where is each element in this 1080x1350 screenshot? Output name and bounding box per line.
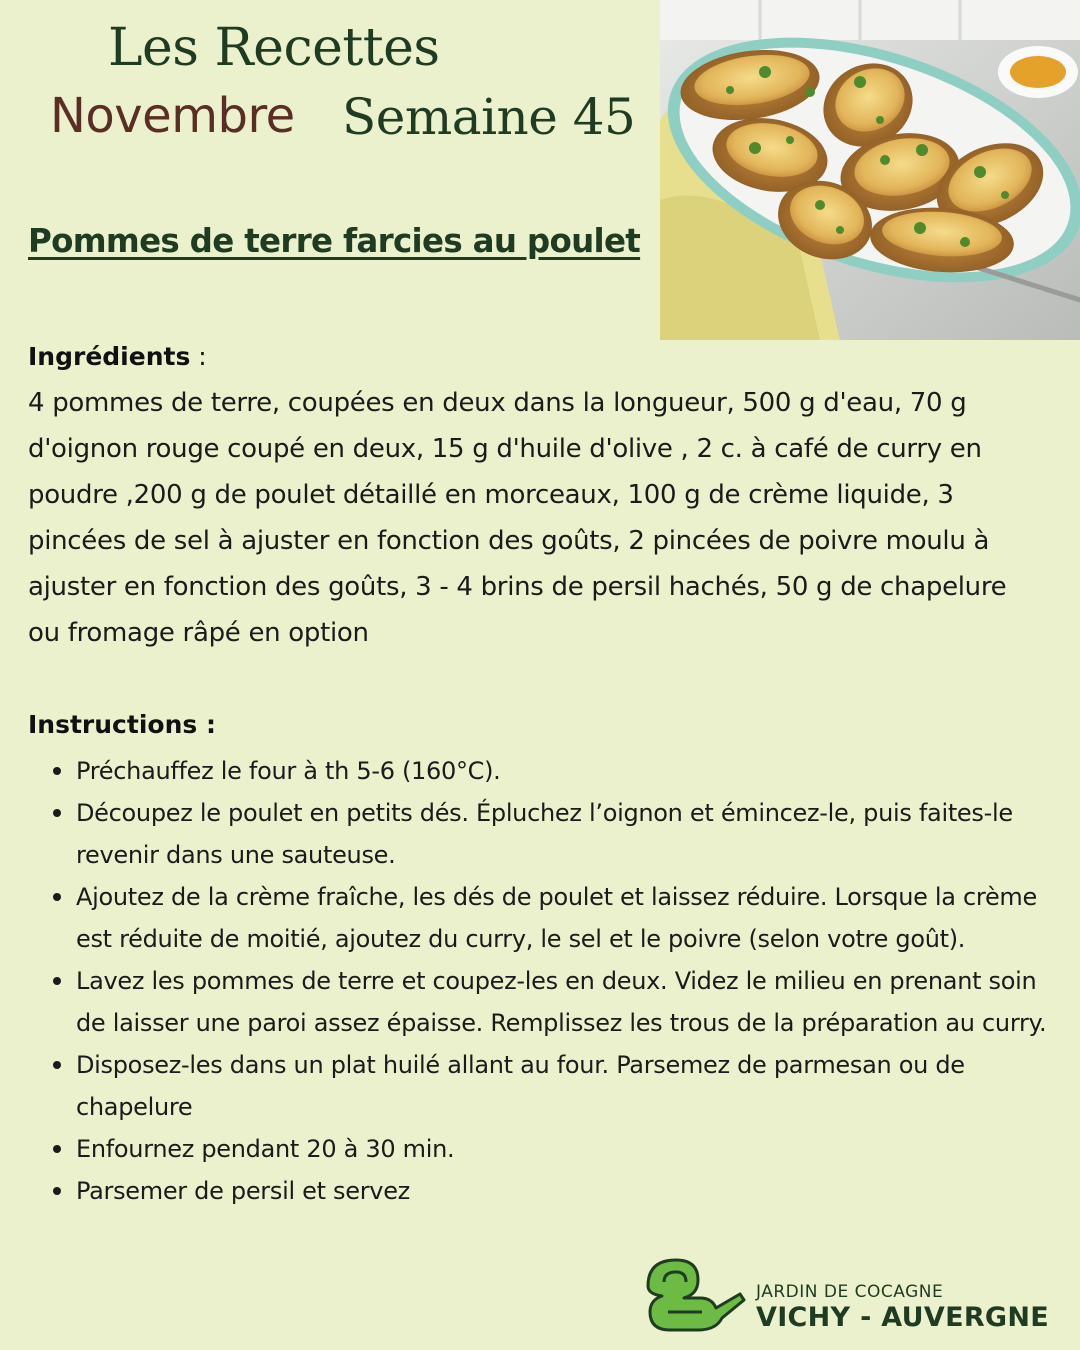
instructions-list [28,750,1058,1212]
instruction-step: Parsemer de persil et servez [28,1170,1058,1212]
logo-line1: JARDIN DE COCAGNE [756,1282,944,1302]
ingredients-line: ou fromage râpé en option [28,618,369,648]
instruction-step: Préchauffez le four à th 5-6 (160°C). [28,750,1058,792]
instruction-step: Découpez le poulet en petits dés. Épluchez l’oignon et émincez-le, puis faites-le revenir dans une sauteuse. [28,792,1058,876]
recipe-title: Pommes de terre farcies au poulet [28,222,641,260]
ingredients-line: 4 pommes de terre, coupées en deux dans la longueur, 500 g d'eau, 70 g [28,388,967,418]
ingredients-line: pincées de sel à ajuster en fonction des goûts, 2 pincées de poivre moulu à [28,526,990,556]
month-label: Novembre [50,88,295,144]
ingredients-line: ajuster en fonction des goûts, 3 - 4 brins de persil hachés, 50 g de chapelure [28,572,1007,602]
instruction-step: Enfournez pendant 20 à 30 min. [28,1128,1058,1170]
instructions-heading: Instructions : [28,710,216,739]
ingredients-heading-colon: : [190,342,207,371]
ingredients-text [28,380,1058,656]
instruction-step: Ajoutez de la crème fraîche, les dés de poulet et laissez réduire. Lorsque la crème est réduite de moitié, ajoutez du curry, le sel et le poivre (selon votre goût). [28,876,1058,960]
instruction-step: Disposez-les dans un plat huilé allant au four. Parsemez de parmesan ou de chapelure [28,1044,1058,1128]
ingredients-line: poudre ,200 g de poulet détaillé en morceaux, 100 g de crème liquide, 3 [28,480,954,510]
week-label: Semaine 45 [342,88,636,146]
logo-line2: VICHY - AUVERGNE [756,1302,1050,1333]
instruction-step: Lavez les pommes de terre et coupez-les en deux. Videz le milieu en prenant soin de laisser une paroi assez épaisse. Remplissez les trous de la préparation au curry. [28,960,1058,1044]
ingredients-heading-label: Ingrédients [28,342,191,371]
ingredients-heading [28,342,207,371]
recipe-photo [660,0,1080,340]
ingredients-line: d'oignon rouge coupé en deux, 15 g d'huile d'olive , 2 c. à café de curry en [28,434,982,464]
page-title: Les Recettes [108,18,440,78]
